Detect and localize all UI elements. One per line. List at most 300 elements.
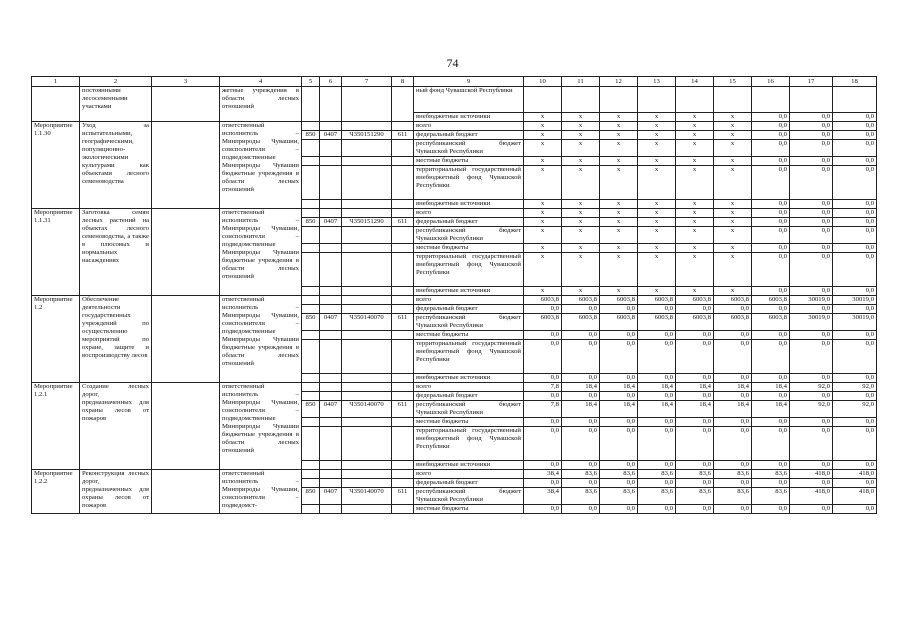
code-cell <box>302 244 320 253</box>
value-cell: 0,0 <box>714 461 752 470</box>
value-cell: 6003,8 <box>714 296 752 305</box>
column-header: 9 <box>414 77 524 87</box>
code-cell <box>302 157 320 166</box>
code-cell: Ч350140070 <box>342 314 392 331</box>
value-cell: x <box>676 113 714 122</box>
executor-cell: ответственный исполнитель – Минприроды Чувашии, соисполнители – подведомственные Минприроды Чувашии бюджетные учреждения в области лесных отношений <box>220 296 302 383</box>
code-cell: 850 <box>302 218 320 227</box>
value-cell: x <box>714 227 752 244</box>
value-cell: 0,0 <box>752 305 790 314</box>
table-cell <box>320 87 342 122</box>
code-cell <box>342 140 392 157</box>
value-cell: 0,0 <box>790 461 833 470</box>
value-cell: 0,0 <box>752 287 790 296</box>
value-cell: 6003,8 <box>600 314 638 331</box>
value-cell: x <box>676 131 714 140</box>
value-cell: x <box>638 157 676 166</box>
value-cell: 0,0 <box>752 331 790 340</box>
code-cell: 0407 <box>320 488 342 505</box>
table-cell <box>302 87 320 122</box>
value-cell: 83,6 <box>638 488 676 505</box>
value-cell: 0,0 <box>562 505 600 514</box>
table-cell <box>562 87 600 113</box>
value-cell: 0,0 <box>833 340 877 374</box>
value-cell: 0,0 <box>833 140 877 157</box>
value-cell: 0,0 <box>790 157 833 166</box>
code-cell <box>320 505 342 514</box>
value-cell: 0,0 <box>752 479 790 488</box>
value-cell: 0,0 <box>638 461 676 470</box>
value-cell: x <box>562 140 600 157</box>
value-cell: 0,0 <box>524 392 562 401</box>
budget-table <box>31 76 877 514</box>
value-cell: x <box>524 131 562 140</box>
value-cell: 0,0 <box>562 331 600 340</box>
value-cell: x <box>676 200 714 209</box>
value-cell: x <box>638 227 676 244</box>
value-cell: 0,0 <box>600 427 638 461</box>
code-cell <box>302 374 320 383</box>
value-cell: x <box>638 200 676 209</box>
value-cell: 0,0 <box>524 427 562 461</box>
value-cell: 6003,8 <box>562 314 600 331</box>
code-cell <box>392 227 414 244</box>
value-cell: 0,0 <box>790 418 833 427</box>
value-cell: x <box>562 218 600 227</box>
code-cell <box>320 122 342 131</box>
header-row <box>32 77 877 87</box>
measure-name: Обеспечение деятельности государственных учреждений по осуществлению мероприятий по охране, защите и воспроизводству лесов <box>80 296 152 383</box>
value-cell: 7,8 <box>524 383 562 392</box>
code-cell <box>320 479 342 488</box>
value-cell: 0,0 <box>524 461 562 470</box>
value-cell: 0,0 <box>833 253 877 287</box>
value-cell: x <box>714 113 752 122</box>
value-cell: x <box>562 227 600 244</box>
value-cell: 0,0 <box>790 287 833 296</box>
value-cell: x <box>676 209 714 218</box>
value-cell: 0,0 <box>833 374 877 383</box>
table-cell <box>152 383 220 470</box>
value-cell: 0,0 <box>790 122 833 131</box>
value-cell: 0,0 <box>833 209 877 218</box>
code-cell <box>320 166 342 200</box>
code-cell: Ч350140070 <box>342 488 392 505</box>
value-cell: 0,0 <box>833 244 877 253</box>
value-cell: x <box>600 157 638 166</box>
value-cell: 0,0 <box>833 392 877 401</box>
value-cell: x <box>524 140 562 157</box>
value-cell: 18,4 <box>600 401 638 418</box>
code-cell <box>392 253 414 287</box>
value-cell: x <box>562 113 600 122</box>
code-cell <box>342 200 392 209</box>
executor-cell: ответственный исполнитель – Минприроды Чувашии, соисполнители – подведомст- <box>220 470 302 514</box>
value-cell: x <box>600 166 638 200</box>
code-cell <box>320 253 342 287</box>
code-cell <box>392 244 414 253</box>
value-cell: 0,0 <box>752 340 790 374</box>
value-cell: 0,0 <box>638 479 676 488</box>
code-cell <box>320 340 342 374</box>
table-row <box>32 383 877 392</box>
column-header: 12 <box>600 77 638 87</box>
code-cell <box>392 122 414 131</box>
value-cell: 18,4 <box>676 383 714 392</box>
value-cell: 92,0 <box>790 383 833 392</box>
value-cell: 0,0 <box>714 479 752 488</box>
value-cell: 0,0 <box>833 200 877 209</box>
value-cell: 0,0 <box>752 374 790 383</box>
value-cell: 18,4 <box>638 383 676 392</box>
value-cell: 0,0 <box>752 418 790 427</box>
value-cell: x <box>714 131 752 140</box>
value-cell: x <box>600 253 638 287</box>
table-row <box>32 87 877 113</box>
value-cell: 0,0 <box>752 122 790 131</box>
value-cell: 0,0 <box>600 461 638 470</box>
code-cell <box>302 418 320 427</box>
measure-name: Реконструкция лесных дорог, предназначенных для охраны лесов от пожаров <box>80 470 152 514</box>
code-cell <box>320 227 342 244</box>
value-cell: 0,0 <box>676 461 714 470</box>
value-cell: x <box>600 200 638 209</box>
measure-name: Уход за испытательными, географическими, популяционно-экологическими культурами как объектами лесного семеноводства <box>80 122 152 209</box>
value-cell: 0,0 <box>600 505 638 514</box>
measure-name: Создание лесных дорог, предназначенных для охраны лесов от пожаров <box>80 383 152 470</box>
value-cell: 0,0 <box>790 218 833 227</box>
value-cell: 0,0 <box>638 392 676 401</box>
value-cell: 0,0 <box>676 427 714 461</box>
column-header: 16 <box>752 77 790 87</box>
funding-source: территориальный государственный внебюджетный фонд Чувашской Республики <box>414 253 524 287</box>
value-cell: x <box>638 218 676 227</box>
value-cell: 0,0 <box>714 340 752 374</box>
value-cell: x <box>600 218 638 227</box>
table-cell <box>32 87 80 122</box>
code-cell <box>392 296 414 305</box>
code-cell <box>320 331 342 340</box>
value-cell: x <box>638 166 676 200</box>
table-cell <box>152 209 220 296</box>
value-cell: x <box>524 122 562 131</box>
value-cell: x <box>562 166 600 200</box>
value-cell: 83,6 <box>752 488 790 505</box>
code-cell <box>302 122 320 131</box>
funding-source: федеральный бюджет <box>414 479 524 488</box>
value-cell: 0,0 <box>790 244 833 253</box>
code-cell <box>342 479 392 488</box>
value-cell: 0,0 <box>714 331 752 340</box>
value-cell: x <box>600 227 638 244</box>
value-cell: x <box>562 244 600 253</box>
value-cell: 0,0 <box>562 374 600 383</box>
value-cell: x <box>676 244 714 253</box>
value-cell: x <box>600 113 638 122</box>
value-cell: 0,0 <box>638 305 676 314</box>
code-cell <box>320 296 342 305</box>
value-cell: 0,0 <box>638 374 676 383</box>
value-cell: 0,0 <box>524 479 562 488</box>
value-cell: 0,0 <box>638 418 676 427</box>
value-cell: 0,0 <box>676 331 714 340</box>
code-cell <box>342 244 392 253</box>
value-cell: x <box>600 131 638 140</box>
funding-source: местные бюджеты <box>414 157 524 166</box>
value-cell: x <box>676 140 714 157</box>
value-cell: 0,0 <box>790 479 833 488</box>
value-cell: x <box>562 253 600 287</box>
value-cell: 30019,0 <box>790 314 833 331</box>
value-cell: 0,0 <box>790 200 833 209</box>
value-cell: x <box>714 287 752 296</box>
value-cell: 0,0 <box>790 166 833 200</box>
code-cell <box>342 305 392 314</box>
table-row <box>32 470 877 479</box>
value-cell: x <box>524 253 562 287</box>
table-cell <box>714 87 752 113</box>
value-cell: 0,0 <box>676 374 714 383</box>
value-cell: 6003,8 <box>676 296 714 305</box>
value-cell: 18,4 <box>562 401 600 418</box>
code-cell <box>342 287 392 296</box>
value-cell: x <box>714 140 752 157</box>
value-cell: 0,0 <box>524 305 562 314</box>
value-cell: 0,0 <box>790 331 833 340</box>
table-row <box>32 296 877 305</box>
value-cell: 0,0 <box>752 140 790 157</box>
code-cell <box>320 470 342 479</box>
funding-source: республиканский бюджет Чувашской Республики <box>414 227 524 244</box>
value-cell: 18,4 <box>638 401 676 418</box>
funding-source: всего <box>414 296 524 305</box>
code-cell <box>320 140 342 157</box>
value-cell: 0,0 <box>833 287 877 296</box>
code-cell: Ч350140070 <box>342 401 392 418</box>
value-cell: 0,0 <box>833 331 877 340</box>
value-cell: 0,0 <box>833 218 877 227</box>
code-cell: Ч350151290 <box>342 218 392 227</box>
value-cell: 0,0 <box>562 340 600 374</box>
value-cell: 0,0 <box>752 505 790 514</box>
code-cell <box>320 209 342 218</box>
code-cell <box>302 427 320 461</box>
value-cell: 0,0 <box>833 157 877 166</box>
code-cell <box>342 122 392 131</box>
value-cell: 92,0 <box>790 401 833 418</box>
funding-source: всего <box>414 209 524 218</box>
value-cell: 83,6 <box>600 470 638 479</box>
value-cell: 30019,0 <box>833 314 877 331</box>
value-cell: x <box>638 122 676 131</box>
measure-id: Мероприятие 1.1.31 <box>32 209 80 296</box>
value-cell: 0,0 <box>752 461 790 470</box>
column-header: 13 <box>638 77 676 87</box>
value-cell: 18,4 <box>562 383 600 392</box>
column-header: 11 <box>562 77 600 87</box>
code-cell <box>302 340 320 374</box>
value-cell: 0,0 <box>524 331 562 340</box>
code-cell: 611 <box>392 314 414 331</box>
value-cell: x <box>638 113 676 122</box>
code-cell <box>342 392 392 401</box>
code-cell <box>302 505 320 514</box>
table-cell <box>524 87 562 113</box>
code-cell <box>302 392 320 401</box>
value-cell: x <box>714 218 752 227</box>
table-cell <box>152 87 220 122</box>
value-cell: 6003,8 <box>524 314 562 331</box>
funding-source: территориальный государственный внебюджетный фонд Чувашской Республики <box>414 340 524 374</box>
page-number: 74 <box>446 56 459 70</box>
code-cell <box>342 227 392 244</box>
code-cell <box>392 305 414 314</box>
table-cell <box>152 296 220 383</box>
code-cell: 611 <box>392 218 414 227</box>
code-cell <box>320 383 342 392</box>
value-cell: 0,0 <box>714 505 752 514</box>
table-row <box>32 122 877 131</box>
value-cell: 0,0 <box>752 427 790 461</box>
value-cell: 0,0 <box>752 131 790 140</box>
value-cell: 38,4 <box>524 488 562 505</box>
value-cell: x <box>676 122 714 131</box>
code-cell: 850 <box>302 401 320 418</box>
value-cell: 6003,8 <box>752 314 790 331</box>
code-cell <box>302 296 320 305</box>
value-cell: 18,4 <box>714 401 752 418</box>
funding-source: местные бюджеты <box>414 505 524 514</box>
value-cell: x <box>562 131 600 140</box>
code-cell: 0407 <box>320 218 342 227</box>
code-cell <box>342 331 392 340</box>
funding-source: местные бюджеты <box>414 244 524 253</box>
value-cell: 0,0 <box>833 305 877 314</box>
code-cell <box>302 140 320 157</box>
value-cell: 0,0 <box>790 140 833 157</box>
value-cell: 0,0 <box>833 166 877 200</box>
value-cell: 0,0 <box>676 505 714 514</box>
code-cell <box>392 374 414 383</box>
value-cell: 0,0 <box>600 392 638 401</box>
value-cell: x <box>676 157 714 166</box>
value-cell: 83,6 <box>714 470 752 479</box>
column-header: 17 <box>790 77 833 87</box>
value-cell: 0,0 <box>600 479 638 488</box>
value-cell: 0,0 <box>562 392 600 401</box>
value-cell: 0,0 <box>752 227 790 244</box>
value-cell: 0,0 <box>600 340 638 374</box>
code-cell <box>342 461 392 470</box>
code-cell <box>392 157 414 166</box>
value-cell: 0,0 <box>524 418 562 427</box>
value-cell: 0,0 <box>714 427 752 461</box>
column-header: 5 <box>302 77 320 87</box>
executor-cell: жетные учреждения в области лесных отношений <box>220 87 302 122</box>
table-cell <box>152 122 220 209</box>
value-cell: x <box>714 157 752 166</box>
code-cell <box>320 374 342 383</box>
value-cell: 38,4 <box>524 470 562 479</box>
code-cell <box>302 331 320 340</box>
value-cell: 0,0 <box>562 461 600 470</box>
value-cell: 0,0 <box>600 374 638 383</box>
value-cell: 0,0 <box>752 253 790 287</box>
value-cell: 0,0 <box>790 505 833 514</box>
executor-cell: ответственный исполнитель – Минприроды Чувашии, соисполнители – подведомственные Минприроды Чувашии бюджетные учреждения в области лесных отношений <box>220 383 302 470</box>
value-cell: 0,0 <box>600 331 638 340</box>
value-cell: 0,0 <box>714 418 752 427</box>
value-cell: x <box>600 244 638 253</box>
value-cell: 83,6 <box>676 470 714 479</box>
value-cell: x <box>676 227 714 244</box>
value-cell: 0,0 <box>676 340 714 374</box>
code-cell <box>302 227 320 244</box>
value-cell: x <box>562 122 600 131</box>
code-cell <box>342 296 392 305</box>
code-cell <box>320 157 342 166</box>
value-cell: 0,0 <box>790 209 833 218</box>
code-cell <box>320 305 342 314</box>
code-cell <box>392 287 414 296</box>
value-cell: x <box>676 218 714 227</box>
value-cell: x <box>638 131 676 140</box>
value-cell: 0,0 <box>752 113 790 122</box>
value-cell: x <box>600 287 638 296</box>
value-cell: x <box>714 209 752 218</box>
value-cell: 92,0 <box>833 401 877 418</box>
value-cell: x <box>562 209 600 218</box>
value-cell: 0,0 <box>790 113 833 122</box>
value-cell: 30019,0 <box>790 296 833 305</box>
column-header: 7 <box>342 77 392 87</box>
value-cell: x <box>524 113 562 122</box>
column-header: 1 <box>32 77 80 87</box>
code-cell <box>342 427 392 461</box>
value-cell: x <box>676 253 714 287</box>
value-cell: 0,0 <box>562 305 600 314</box>
code-cell: 850 <box>302 488 320 505</box>
funding-source: республиканский бюджет Чувашской Республики <box>414 488 524 505</box>
code-cell <box>320 287 342 296</box>
value-cell: x <box>600 140 638 157</box>
code-cell <box>392 461 414 470</box>
value-cell: 18,4 <box>600 383 638 392</box>
measure-name: Заготовка семян лесных растений на объектах лесного семеноводства, а также в плюсовых и нормальных насаждениях <box>80 209 152 296</box>
funding-source: федеральный бюджет <box>414 131 524 140</box>
value-cell: x <box>524 227 562 244</box>
code-cell <box>392 340 414 374</box>
value-cell: x <box>524 287 562 296</box>
funding-source: федеральный бюджет <box>414 218 524 227</box>
column-header: 10 <box>524 77 562 87</box>
code-cell <box>342 340 392 374</box>
value-cell: x <box>638 287 676 296</box>
value-cell: 0,0 <box>833 461 877 470</box>
value-cell: 0,0 <box>638 340 676 374</box>
value-cell: x <box>524 209 562 218</box>
table-row <box>32 209 877 218</box>
table-cell <box>676 87 714 113</box>
code-cell <box>342 209 392 218</box>
value-cell: 0,0 <box>714 392 752 401</box>
table-cell <box>392 87 414 122</box>
value-cell: 83,6 <box>562 488 600 505</box>
value-cell: x <box>638 140 676 157</box>
value-cell: 30019,0 <box>833 296 877 305</box>
value-cell: 0,0 <box>562 479 600 488</box>
value-cell: 0,0 <box>790 374 833 383</box>
